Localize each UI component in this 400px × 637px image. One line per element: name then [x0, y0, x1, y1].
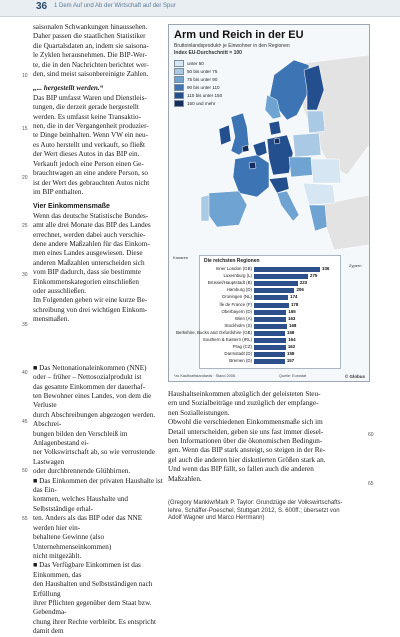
- inset-label-kanaren: Kanaren: [173, 255, 189, 260]
- ranking-bar: [254, 310, 286, 315]
- text-line: Daher passen die staatlichen Statistiker: [33, 32, 146, 41]
- nne-list-narrow: [33, 364, 163, 392]
- figure-subtitle: Bruttoinlandsprodukt¹ je Einwohner in den Regionen: [174, 43, 290, 49]
- text-line: ten Bewohner eines Landes, von dem die Verluste: [33, 392, 152, 410]
- region-baltics: [307, 111, 325, 133]
- text-line: durch Abschreibungen abgezogen werden. Abschrei-: [33, 410, 156, 429]
- ranking-value: 178: [290, 301, 299, 307]
- intro-paragraph: [33, 23, 155, 79]
- ranking-label: Luxemburg (L): [223, 273, 252, 279]
- legend-label: 150 und mehr: [187, 100, 216, 106]
- map-legend: [174, 59, 222, 107]
- text-line: te Dinge beinhalten. Wenn VW ein neu-: [33, 131, 148, 140]
- ranking-bar: [254, 274, 308, 279]
- ranking-value: 336: [322, 266, 330, 271]
- text-line: den, sind meist saisonbereinigte Zahlen.: [33, 70, 149, 79]
- ranking-bar: [254, 267, 320, 272]
- ranking-value: 174: [290, 294, 298, 300]
- ranking-label: Groningen (NL): [221, 294, 252, 300]
- reference: [168, 500, 363, 523]
- text-line: ■ Das Einkommen der privaten Haushalte ist das Ein-: [33, 476, 163, 495]
- text-line: gel auch die anderen hier diskutierten Größen stark an.: [168, 455, 326, 464]
- line-number: 55: [22, 516, 28, 522]
- text-line: behaltene Gewinne (also Unternehmenseinkommen): [33, 533, 112, 551]
- text-line: nen Sozialleistungen.: [168, 408, 230, 417]
- text-line: Einkommenskategorien einschließen: [33, 277, 139, 286]
- line-number: 45: [22, 419, 28, 425]
- text-line: Wenn das deutsche Statistische Bundes-: [33, 211, 149, 220]
- line-number: 20: [22, 175, 28, 181]
- text-line: oder – früher – Nettosozialprodukt ist: [33, 373, 142, 382]
- text-line: errechnet, werden dabei auch verschie-: [33, 230, 146, 239]
- text-line: bungen bilden den Verschleiß im Anlagenbestand ei-: [33, 429, 128, 448]
- text-line: ben Informationen über die ökonomischen Bedingun-: [168, 437, 323, 446]
- legend-label: unter 50: [187, 60, 204, 66]
- region-south-italy: [277, 191, 299, 221]
- ranking-value: 158: [287, 329, 295, 335]
- nne-list-wide: [33, 392, 165, 637]
- line-number: 65: [368, 481, 374, 487]
- legend-item: [174, 99, 222, 107]
- ranking-bar: [254, 303, 289, 308]
- line-number: 25: [22, 223, 28, 229]
- legend-swatch: [174, 100, 184, 107]
- ranking-label: Brüssel/Hauptstadt (B): [207, 280, 252, 286]
- right-column: [168, 390, 363, 484]
- text-line: das gesamte Einkommen der dauerhaf-: [33, 382, 146, 391]
- text-line: men eines Landes ausgewiesen. Diese: [33, 249, 143, 258]
- ranking-bar: [254, 359, 285, 364]
- chapter-title: 1 Dem Auf und Ab der Wirtschaft auf der Spur: [54, 3, 176, 9]
- text-line: anderen Maßzahlen unterscheiden sich: [33, 258, 145, 267]
- text-line: tungen, die derzeit gerade hergestellt: [33, 103, 139, 112]
- legend-item: [174, 91, 222, 99]
- ranking-label: Bremen (D): [229, 358, 252, 364]
- text-line: vom BIP dadurch, dass sie bestimmte: [33, 268, 141, 277]
- text-line: ■ Das Nettonationaleinkommen (NNE): [33, 364, 147, 372]
- legend-label: 110 bis unter 150: [187, 92, 223, 98]
- text-line: chung ihrer Rechte verbleibt. Es entspricht damit dem: [33, 617, 156, 636]
- legend-item: [174, 59, 222, 67]
- ranking-value: 223: [299, 280, 308, 286]
- text-line: brauchtwagen an eine andere Person, so: [33, 169, 148, 178]
- region-balkans: [303, 183, 335, 205]
- text-line: oder durchbrennende Glühbirnen.: [33, 467, 131, 476]
- text-line: Verkauft jedoch eine Person einen Ge-: [33, 159, 144, 168]
- region-france: [233, 155, 269, 197]
- line-number: 50: [22, 468, 28, 474]
- legend-label: 75 bis unter 90: [187, 76, 218, 82]
- text-line: nen, die in der Vergangenheit produzier-: [33, 122, 149, 131]
- ranking-bar: [254, 324, 287, 329]
- ranking-value: 165: [288, 308, 296, 314]
- text-line: amt alle drei Monate das BIP des Landes: [33, 221, 151, 230]
- ranking-bar: [254, 317, 286, 322]
- text-line: Obwohl die verschiedenen Einkommensmaße sich im: [168, 418, 323, 427]
- legend-swatch: [174, 84, 184, 91]
- text-line: ist der Wert des gebrauchten Autos nicht: [33, 178, 150, 187]
- legend-label: 90 bis unter 110: [187, 84, 220, 90]
- globus-logo: © Globus: [344, 374, 365, 379]
- ranking-label: Wien (A): [234, 315, 252, 321]
- einkommen-paragraph: [33, 212, 155, 325]
- figure-footnote: ¹zu Kaufkraftstandards · Stand 2008: [174, 374, 235, 378]
- text-line: saisonalen Schwankungen hinaussehen.: [33, 23, 148, 31]
- ranking-row: [200, 358, 340, 366]
- reference-line: lehre, Schäffer-Poeschel, Stuttgart 2012, S. 600ff.; übersetzt von: [168, 507, 340, 514]
- text-line: ner Volkswirtschaft ab, so wie verrostende Lastwagen: [33, 448, 155, 466]
- ranking-value: 275: [310, 273, 318, 279]
- region-portugal: [201, 195, 209, 221]
- ranking-label: Berkshire, Bucks and Oxfordshire (GB): [176, 329, 252, 335]
- text-line: oder ausschließen.: [33, 286, 87, 295]
- line-number: 40: [22, 370, 28, 376]
- line-number: 15: [22, 126, 28, 132]
- text-line: dene andere Maßzahlen für das Einkom-: [33, 239, 150, 248]
- text-line: Im Folgenden geben wir eine kurze Be-: [33, 296, 148, 305]
- text-line: Haushaltseinkommen abzüglich der geleisteten Steu-: [168, 390, 321, 398]
- ranking-bar: [254, 338, 286, 343]
- line-number: 10: [22, 73, 28, 79]
- ranking-value: 168: [289, 322, 297, 328]
- text-line: der Wert dieses Autos in das BIP ein.: [33, 150, 140, 159]
- text-line: Detail unterscheiden, geben sie uns fast immer diesel-: [168, 427, 324, 436]
- region-denmark: [269, 121, 281, 135]
- figure-source: Quelle: Eurostat: [279, 374, 307, 378]
- text-line: werden. Es umfasst keine Transaktio-: [33, 112, 141, 121]
- ranking-title: Die reichsten Regionen: [204, 258, 260, 264]
- region-germany: [267, 135, 293, 175]
- legend-item: [174, 67, 222, 75]
- ranking-bar: [254, 345, 286, 350]
- ranking-value: 158: [287, 351, 295, 357]
- ranking-bar: [254, 281, 298, 286]
- text-line: ihrer Pflichten gegenüber dem Staat bzw. Gebendma-: [33, 598, 152, 617]
- heading-einkommensmasse: Vier Einkommensmaße: [33, 203, 110, 211]
- region-poland: [293, 133, 321, 157]
- reference-line: (Gregory Mankiw/Mark P. Taylor: Grundzüge der Volkswirtschafts-: [168, 500, 343, 506]
- region-north-italy: [269, 177, 289, 193]
- legend-item: [174, 83, 222, 91]
- hergestellt-paragraph: [33, 94, 155, 197]
- legend-swatch: [174, 92, 184, 99]
- ranking-bar: [254, 352, 285, 357]
- region-greece: [309, 205, 327, 231]
- text-line: mensmaßen.: [33, 315, 70, 324]
- region-benelux: [253, 141, 267, 157]
- legend-item: [174, 75, 222, 83]
- text-line: nicht mitgezählt.: [33, 551, 82, 560]
- text-line: ten. Anders als das BIP oder das NNE werden hier ein-: [33, 514, 143, 532]
- text-line: le Zyklen herausnehmen. Die BIP-Wer-: [33, 51, 148, 60]
- text-line: im BIP enthalten.: [33, 187, 84, 196]
- line-number: 30: [22, 272, 28, 278]
- reference-line: Adolf Wagner und Marco Herrmann): [168, 515, 265, 522]
- text-line: te, die in den Nachrichten berichtet wer-: [33, 60, 149, 69]
- eu-map-figure: [168, 24, 370, 382]
- left-column: [33, 23, 155, 325]
- region-paris: [249, 162, 256, 169]
- text-line: Das BIP umfasst Waren und Dienstleis-: [33, 93, 147, 102]
- text-line: gen. Wenn das BIP stark ansteigt, so steigen in der Re-: [168, 446, 326, 455]
- ranking-value: 162: [287, 344, 296, 350]
- text-line: den Haushalten und Selbstständigen nach Erfüllung: [33, 580, 153, 598]
- legend-swatch: [174, 60, 184, 67]
- subheading-hergestellt: „... hergestellt werden.“: [33, 84, 104, 93]
- ranking-label: Darmstadt (D): [224, 351, 252, 357]
- ranking-value: 164: [288, 337, 296, 342]
- region-spain: [207, 191, 247, 227]
- region-ireland: [219, 125, 231, 145]
- ranking-label: Oberbayern (D): [221, 308, 252, 314]
- ranking-bar: [254, 295, 288, 300]
- text-line: Und wenn das BIP fällt, so fallen auch die anderen: [168, 465, 314, 474]
- legend-label: 50 bis unter 75: [187, 68, 218, 74]
- ranking-bar: [254, 331, 285, 336]
- inset-label-zypern: Zypern: [349, 263, 362, 268]
- ranking-value: 206: [296, 287, 304, 293]
- ranking-value: 157: [286, 358, 295, 364]
- ranking-bar: [254, 288, 294, 293]
- region-czech-austria: [289, 157, 313, 177]
- ranking-label: Hamburg (D): [226, 287, 252, 293]
- ranking-value: 163: [288, 315, 296, 321]
- text-line: die Quartalsdaten an, indem sie saisona-: [33, 41, 149, 50]
- header-bar: [0, 0, 400, 17]
- line-number: 35: [22, 322, 28, 328]
- region-hamburg: [274, 138, 280, 144]
- legend-swatch: [174, 76, 184, 83]
- text-line: es Auto herstellt und verkauft, so fließt: [33, 140, 145, 149]
- figure-index-note: Index EU-Durchschnitt = 100: [174, 50, 242, 56]
- text-line: ern und Sozialbeiträge und zuzüglich der empfange-: [168, 399, 319, 408]
- page-number: 36: [36, 1, 48, 12]
- text-line: schreibung von drei wichtigen Einkom-: [33, 305, 148, 314]
- ranking-label: Inner London (GB): [215, 266, 252, 271]
- text-line: Maßzahlen.: [168, 474, 202, 483]
- text-line: ■ Das Verfügbare Einkommen ist das Einkommen, das: [33, 561, 141, 579]
- ranking-label: Île de France (F): [219, 301, 252, 307]
- line-number: 60: [368, 432, 374, 438]
- legend-swatch: [174, 68, 184, 75]
- text-line: kommen, welches Haushalte und Selbstständige erhal-: [33, 495, 129, 513]
- ranking-label: Stockholm (S): [224, 322, 252, 328]
- ranking-label: Prag (CZ): [232, 344, 252, 350]
- figure-title: Arm und Reich in der EU: [174, 29, 304, 41]
- region-hungary-romania: [311, 159, 341, 183]
- ranking-label: Southern & Eastern (IRL): [202, 337, 252, 342]
